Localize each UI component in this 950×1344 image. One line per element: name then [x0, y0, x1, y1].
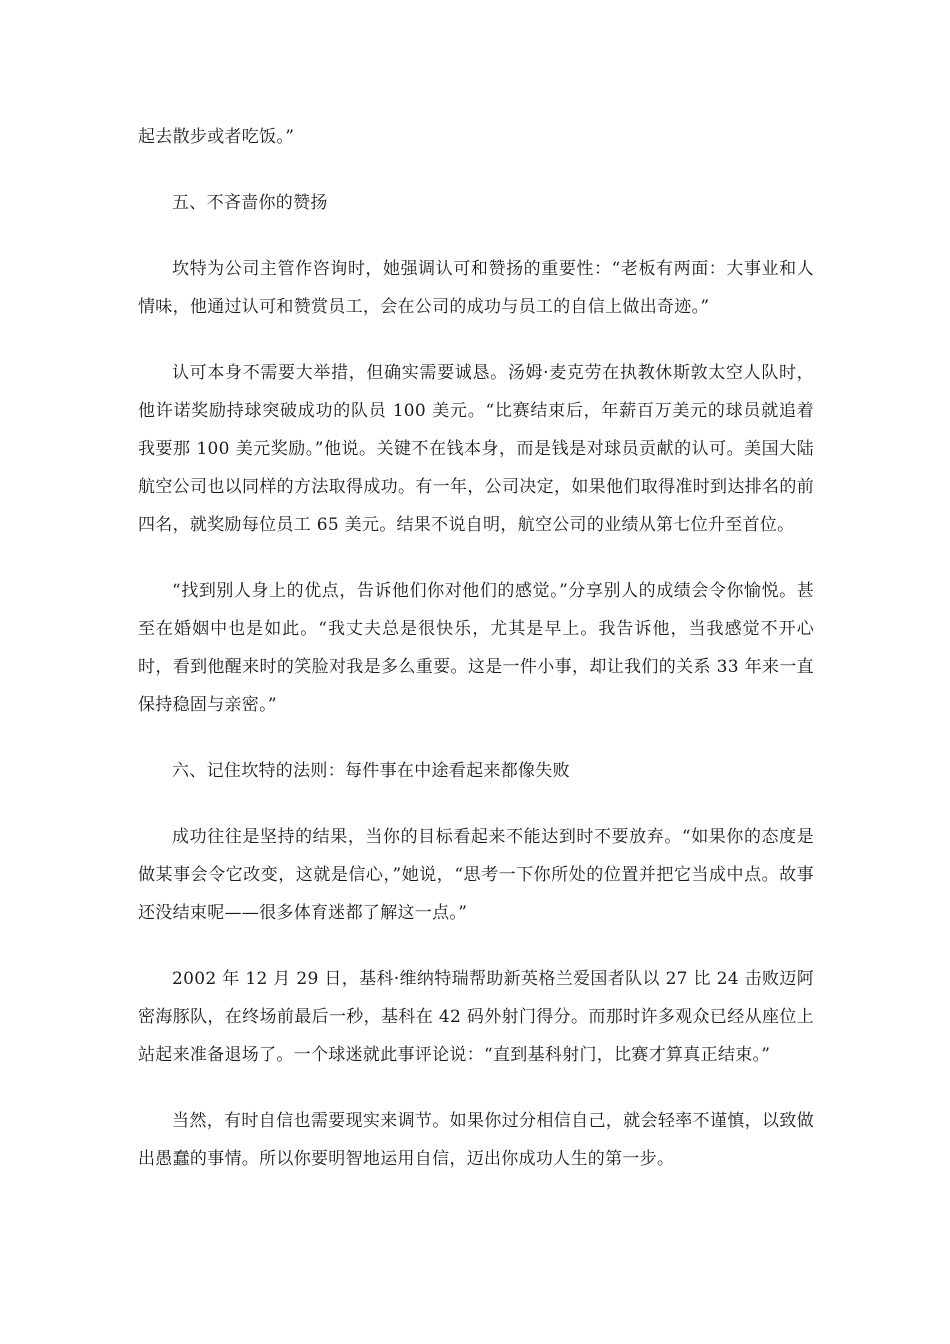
paragraph: 坎特为公司主管作咨询时，她强调认可和赞扬的重要性：“老板有两面：大事业和人情味，他通过认可和赞赏员工，会在公司的成功与员工的自信上做出奇迹。”	[138, 259, 814, 317]
paragraph: 2002 年 12 月 29 日，基科·维纳特瑞帮助新英格兰爱国者队以 27 比 24 击败迈阿密海豚队，在终场前最后一秒，基科在 42 码外射门得分。而那时许多观众已经从座位上站起来准备退场了。一个球迷就此事评论说：“直到基科射门，比赛才算真正结束。”	[138, 969, 814, 1065]
paragraph: 成功往往是坚持的结果，当你的目标看起来不能达到时不要放弃。“如果你的态度是做某事会令它改变，这就是信心，”她说，“思考一下你所处的位置并把它当成中点。故事还没结束呢——很多体育迷都了解这一点。”	[138, 827, 814, 923]
document-body	[138, 118, 814, 1206]
paragraph: 当然，有时自信也需要现实来调节。如果你过分相信自己，就会轻率不谨慎，以致做出愚蠢的事情。所以你要明智地运用自信，迈出你成功人生的第一步。	[138, 1111, 814, 1169]
section-heading-5: 五、不吝啬你的赞扬	[172, 193, 328, 213]
section-heading-6: 六、记住坎特的法则：每件事在中途看起来都像失败	[172, 761, 570, 781]
paragraph-continuation: 起去散步或者吃饭。”	[138, 127, 295, 147]
paragraph: 认可本身不需要大举措，但确实需要诚恳。汤姆·麦克劳在执教休斯敦太空人队时，他许诺奖励持球突破成功的队员 100 美元。“比赛结束后，年薪百万美元的球员就追着我要那 100 美元奖励。”他说。关键不在钱本身，而是钱是对球员贡献的认可。美国大陆航空公司也以同样的方法取得成功。有一年，公司决定，如果他们取得准时到达排名的前四名，就奖励每位员工 65 美元。结果不说自明，航空公司的业绩从第七位升至首位。	[138, 363, 814, 535]
paragraph: “找到别人身上的优点，告诉他们你对他们的感觉。”分享别人的成绩会令你愉悦。甚至在婚姻中也是如此。“我丈夫总是很快乐，尤其是早上。我告诉他，当我感觉不开心时，看到他醒来时的笑脸对我是多么重要。这是一件小事，却让我们的关系 33 年来一直保持稳固与亲密。”	[138, 581, 814, 715]
